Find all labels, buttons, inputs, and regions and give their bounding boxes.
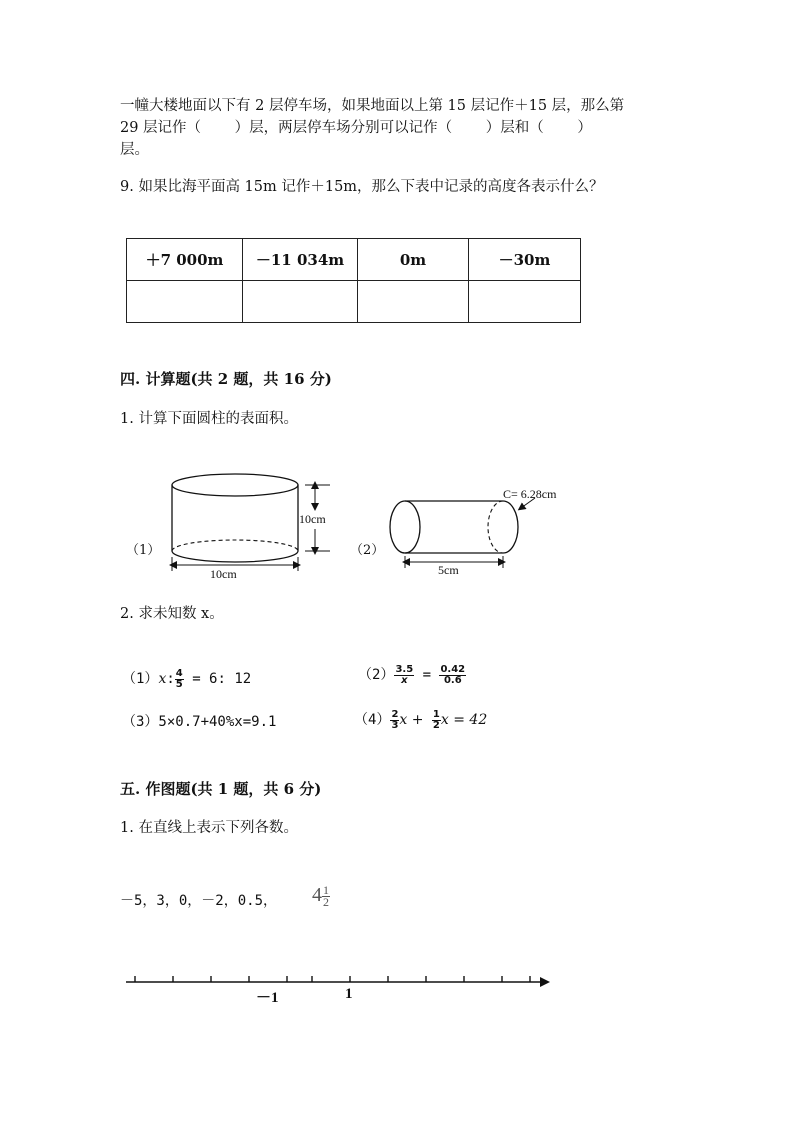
numbers-list: －5，3，0，－2，0.5，	[120, 893, 278, 909]
axis-label-pos1: 1	[345, 986, 353, 1002]
eq1-x: x	[158, 671, 167, 687]
eq1-fraction	[175, 669, 184, 690]
section5-title: 五. 作图题(共 1 题，共 6 分)	[120, 780, 322, 798]
equation-2	[358, 664, 466, 686]
eq4-fraction-2	[432, 710, 441, 731]
fraction-numerator: 1	[323, 882, 329, 897]
fraction-denominator: 5	[175, 678, 183, 690]
fig2-circumference-label: C= 6.28cm	[503, 487, 557, 501]
fig2-length-label: 5cm	[438, 563, 459, 577]
section4-title: 四. 计算题(共 2 题，共 16 分)	[120, 370, 332, 388]
mixed-whole: 4	[312, 884, 322, 906]
eq4-rhs: x = 42	[440, 712, 488, 728]
equation-4	[354, 709, 487, 731]
table-answer-cell[interactable]	[358, 281, 469, 323]
q9-text: 9. 如果比海平面高 15m 记作＋15m，那么下表中记录的高度各表示什么？	[120, 179, 604, 195]
fig1-height-label: 10cm	[299, 512, 326, 526]
table-header-cell: ＋7 000m	[127, 239, 243, 281]
eq2-label: （2）	[358, 667, 395, 683]
equation-1	[122, 668, 251, 690]
mixed-fraction	[322, 882, 330, 909]
fraction-denominator: 2	[432, 719, 440, 731]
eq4-label: （4）	[354, 712, 391, 728]
intro-line-2: 29 层记作（ ）层，两层停车场分别可以记作（ ）层和（ ）	[120, 120, 592, 136]
fraction-denominator: 0.6	[443, 674, 462, 686]
table-header-cell: 0m	[358, 239, 469, 281]
intro-line-3: 层。	[120, 142, 149, 158]
fraction-numerator: 3.5	[395, 663, 414, 675]
eq4-mid: x +	[399, 712, 424, 728]
eq1-rhs: = 6: 12	[192, 671, 252, 687]
fraction-numerator: 1	[432, 708, 440, 720]
fraction-numerator: 2	[391, 708, 399, 720]
section4-q1: 1. 计算下面圆柱的表面积。	[120, 411, 298, 427]
section4-q2: 2. 求未知数 x。	[120, 606, 224, 622]
fraction-denominator: x	[401, 674, 408, 686]
table-header-cell: －30m	[469, 239, 581, 281]
fraction-denominator: 2	[323, 894, 329, 909]
eq1-sep: :	[166, 671, 175, 687]
fraction-numerator: 0.42	[440, 663, 466, 675]
eq2-fraction-right	[439, 665, 466, 686]
table-answer-cell[interactable]	[469, 281, 581, 323]
number-line[interactable]	[120, 970, 560, 1000]
table-answer-cell[interactable]	[127, 281, 243, 323]
table-header-cell: －11 034m	[243, 239, 358, 281]
fig2-label: （2）	[350, 543, 385, 558]
eq2-fraction-left	[394, 665, 414, 686]
intro-line-1: 一幢大楼地面以下有 2 层停车场，如果地面以上第 15 层记作＋15 层，那么第	[120, 98, 625, 114]
eq2-equals: =	[422, 667, 432, 683]
number-line-arrow	[540, 977, 550, 987]
fig1-label: （1）	[126, 543, 161, 558]
fraction-denominator: 3	[391, 719, 399, 731]
equation-3: （3）5×0.7+40%x=9.1	[122, 714, 277, 730]
section5-q1: 1. 在直线上表示下列各数。	[120, 820, 298, 836]
table-answer-cell[interactable]	[243, 281, 358, 323]
number-line-ticks	[135, 976, 530, 982]
fig1-diameter-label: 10cm	[210, 567, 237, 581]
axis-label-neg1: －1	[256, 990, 279, 1006]
eq1-label: （1）	[122, 671, 159, 687]
fraction-numerator: 4	[175, 667, 183, 679]
height-table	[126, 238, 581, 323]
mixed-number	[312, 884, 330, 908]
